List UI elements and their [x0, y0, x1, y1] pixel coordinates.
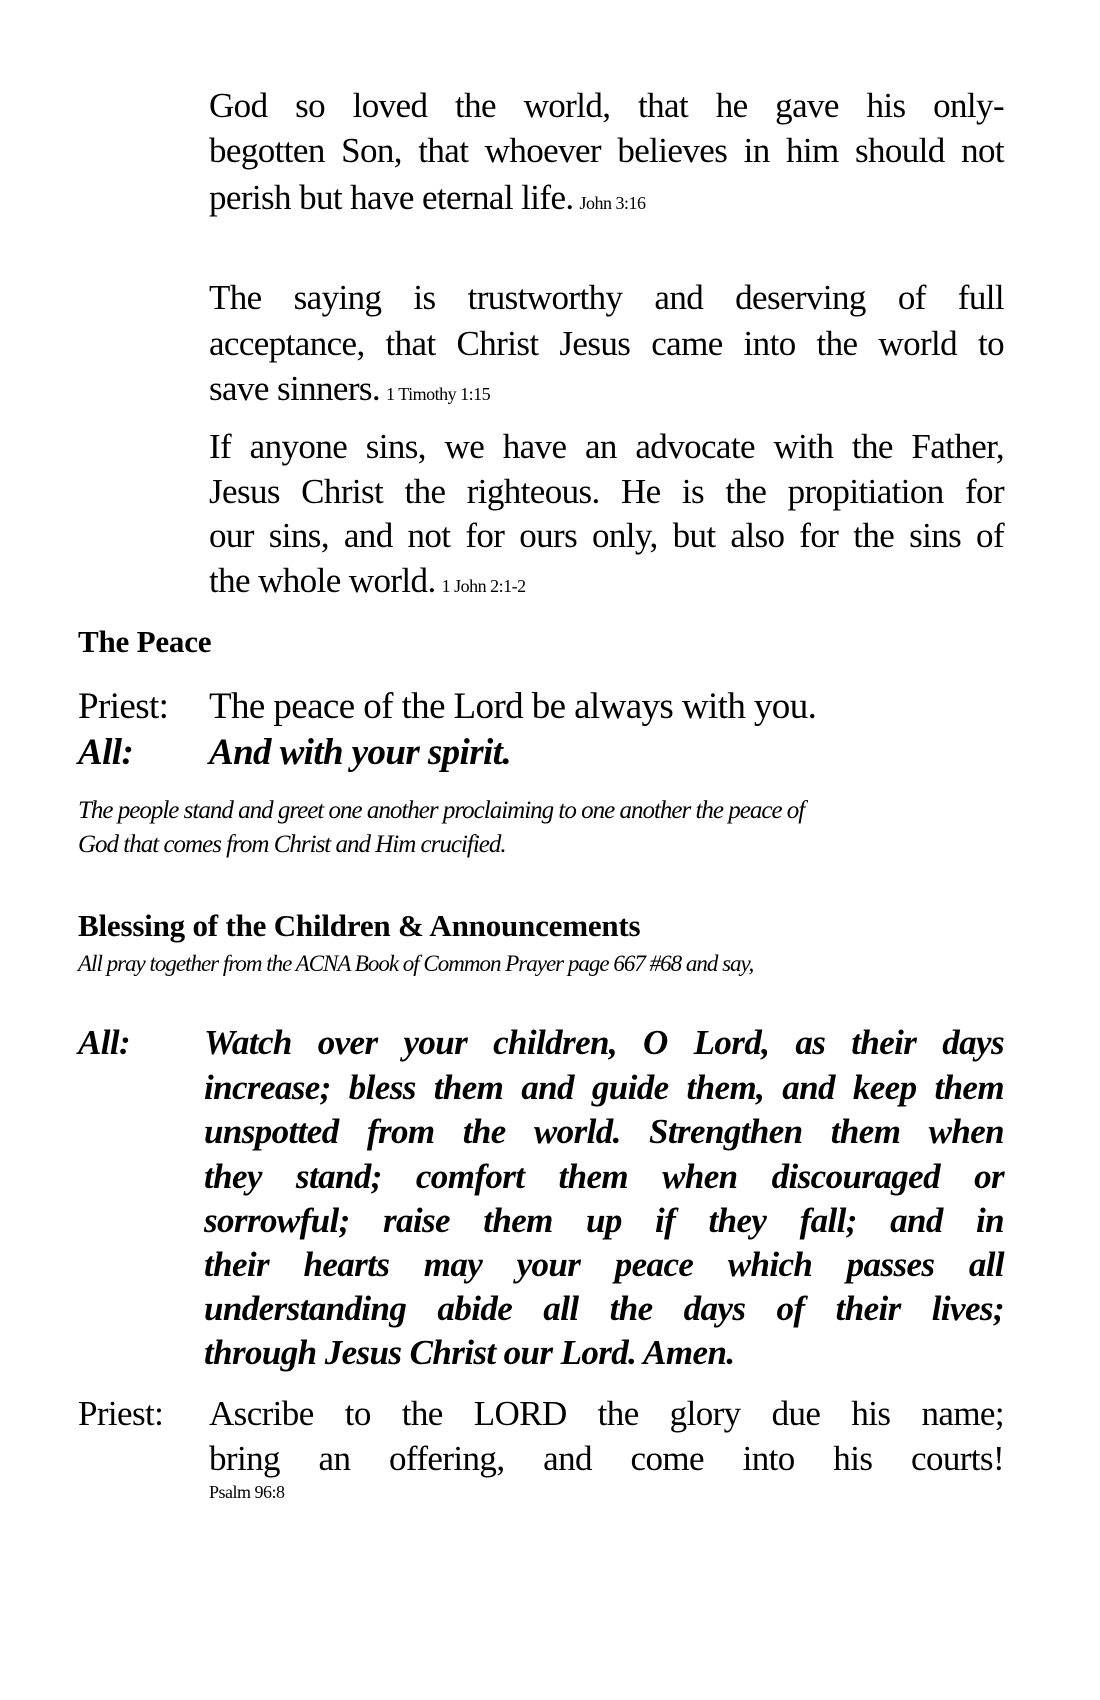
offertory-line: Ascribe to the LORD the glory due his name; [209, 1394, 1004, 1433]
rubric-line: All pray together from the ACNA Book of Common Prayer page 667 #68 and say, [78, 951, 754, 976]
prayer-line: through Jesus Christ our Lord. Amen. [204, 1333, 735, 1372]
verse-line: If anyone sins, we have an advocate with the Father, [209, 427, 1004, 466]
verse-text: perish but have eternal life. [209, 178, 574, 217]
prayer-line: unspotted from the world. Strengthen them when [204, 1112, 1004, 1151]
verse-line: God so loved the world, that he gave his only- [209, 86, 1004, 125]
verse-line [209, 175, 1004, 226]
verse-reference: 1 John 2:1-2 [441, 576, 526, 596]
verse-text: the whole world. [209, 561, 436, 600]
all-label: All: [78, 1023, 131, 1062]
section-heading-blessing: Blessing of the Children & Announcements [78, 908, 641, 943]
prayer-line: their hearts may your peace which passes all [204, 1245, 1004, 1284]
verse-reference: Psalm 96:8 [209, 1482, 285, 1502]
verse-line: acceptance, that Christ Jesus came into the world to [209, 324, 1004, 363]
verse-reference: 1 Timothy 1:15 [386, 384, 491, 404]
prayer-line: understanding abide all the days of their lives; [204, 1289, 1004, 1328]
priest-label: Priest: [78, 686, 169, 727]
prayer-line: sorrowful; raise them up if they fall; and in [204, 1201, 1004, 1240]
priest-response: The peace of the Lord be always with you. [209, 686, 817, 727]
verse-reference: John 3:16 [579, 193, 646, 213]
all-response: And with your spirit. [209, 732, 512, 773]
verse-line: The saying is trustworthy and deserving of full [209, 278, 1004, 317]
verse-line: begotten Son, that whoever believes in him should not [209, 131, 1004, 170]
all-label: All: [78, 732, 134, 773]
priest-label: Priest: [78, 1394, 164, 1433]
verse-line [209, 558, 1004, 609]
rubric-line: The people stand and greet one another proclaiming to one another the peace of [78, 797, 805, 824]
verse-line: Jesus Christ the righteous. He is the propitiation for [209, 472, 1004, 511]
prayer-line: increase; bless them and guide them, and keep them [204, 1068, 1004, 1107]
offertory-line: bring an offering, and come into his courts! [209, 1439, 1004, 1478]
verse-line [209, 366, 1004, 417]
rubric-line: God that comes from Christ and Him crucified. [78, 831, 506, 858]
verse-line: our sins, and not for ours only, but also for the sins of [209, 516, 1004, 555]
prayer-line: Watch over your children, O Lord, as their days [204, 1023, 1004, 1062]
verse-text: save sinners. [209, 369, 381, 408]
prayer-line: they stand; comfort them when discouraged or [204, 1157, 1004, 1196]
section-heading-peace: The Peace [78, 624, 212, 659]
